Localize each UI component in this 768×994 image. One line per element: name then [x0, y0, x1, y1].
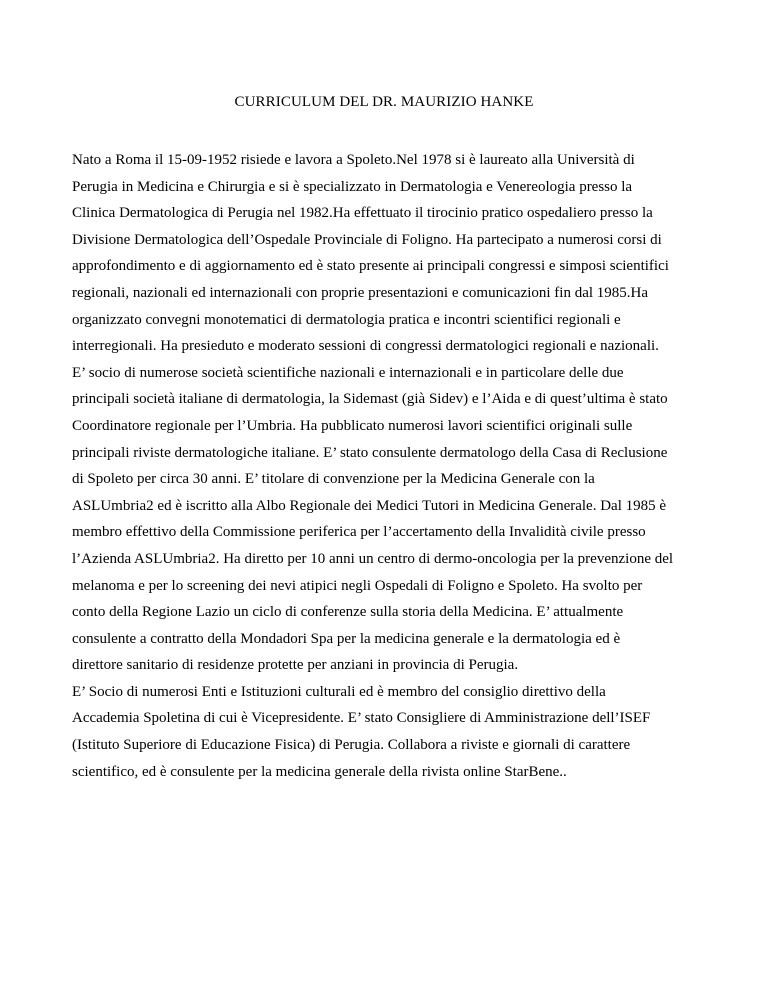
body-line-18: conto della Regione Lazio un ciclo di conferenze sulla storia della Medicina. E’ attualmente	[72, 604, 624, 621]
body-line-2: Perugia in Medicina e Chirurgia e si è specializzato in Dermatologia e Venereologia presso la	[72, 178, 633, 195]
body-line-1: Nato a Roma il 15-09-1952 risiede e lavora a Spoleto.Nel 1978 si è laureato alla Università di	[72, 152, 635, 168]
body-line-8: interregionali. Ha presieduto e moderato sessioni di congressi dermatologici regionali e nazionali.	[72, 338, 659, 355]
body-line-15: membro effettivo della Commissione periferica per l’accertamento della Invalidità civile presso	[72, 524, 646, 541]
body-line-9: E’ socio di numerose società scientifiche nazionali e internazionali e in particolare delle due	[72, 364, 624, 381]
body-line-17: melanoma e per lo screening dei nevi atipici negli Ospedali di Foligno e Spoleto. Ha svolto per	[72, 577, 643, 594]
body-line-6: regionali, nazionali ed internazionali con proprie presentazioni e comunicazioni fin dal 1985.Ha	[72, 284, 649, 301]
body-line-12: principali riviste dermatologiche italiane. E’ stato consulente dermatologo della Casa di Reclusione	[72, 444, 668, 461]
body-line-22: Accademia Spoletina di cui è Vicepresidente. E’ stato Consigliere di Amministrazione dell’ISEF	[72, 710, 651, 727]
body-line-23: (Istituto Superiore di Educazione Fisica) di Perugia. Collabora a riviste e giornali di carattere	[72, 737, 631, 754]
document-body	[72, 147, 702, 785]
body-line-11: Coordinatore regionale per l’Umbria. Ha pubblicato numerosi lavori scientifici originali sulle	[72, 417, 633, 434]
body-line-21: E’ Socio di numerosi Enti e Istituzioni culturali ed è membro del consiglio direttivo della	[72, 683, 606, 700]
body-line-13: di Spoleto per circa 30 anni. E’ titolare di convenzione per la Medicina Generale con la	[72, 471, 595, 488]
body-line-10: principali società italiane di dermatologia, la Sidemast (già Sidev) e l’Aida e di quest’ultima è stato	[72, 391, 668, 408]
body-line-7: organizzato convegni monotematici di dermatologia pratica e incontri scientifici regionali e	[72, 311, 621, 328]
body-line-24: scientifico, ed è consulente per la medicina generale della rivista online StarBene..	[72, 763, 567, 780]
body-line-20: direttore sanitario di residenze protette per anziani in provincia di Perugia.	[72, 657, 519, 674]
body-line-5: approfondimento e di aggiornamento ed è stato presente ai principali congressi e simposi scientifici	[72, 258, 669, 275]
body-line-14: ASLUmbria2 ed è iscritto alla Albo Regionale dei Medici Tutori in Medicina Generale. Dal 1985 è	[72, 497, 667, 514]
document-title: CURRICULUM DEL DR. MAURIZIO HANKE	[234, 94, 534, 110]
body-line-4: Divisione Dermatologica dell’Ospedale Provinciale di Foligno. Ha partecipato a numerosi corsi di	[72, 231, 662, 248]
body-line-19: consulente a contratto della Mondadori Spa per la medicina generale e la dermatologia ed è	[72, 630, 621, 647]
body-line-16: l’Azienda ASLUmbria2. Ha diretto per 10 anni un centro di dermo-oncologia per la prevenzione del	[72, 550, 674, 567]
body-line-3: Clinica Dermatologica di Perugia nel 1982.Ha effettuato il tirocinio pratico ospedaliero presso la	[72, 205, 653, 222]
